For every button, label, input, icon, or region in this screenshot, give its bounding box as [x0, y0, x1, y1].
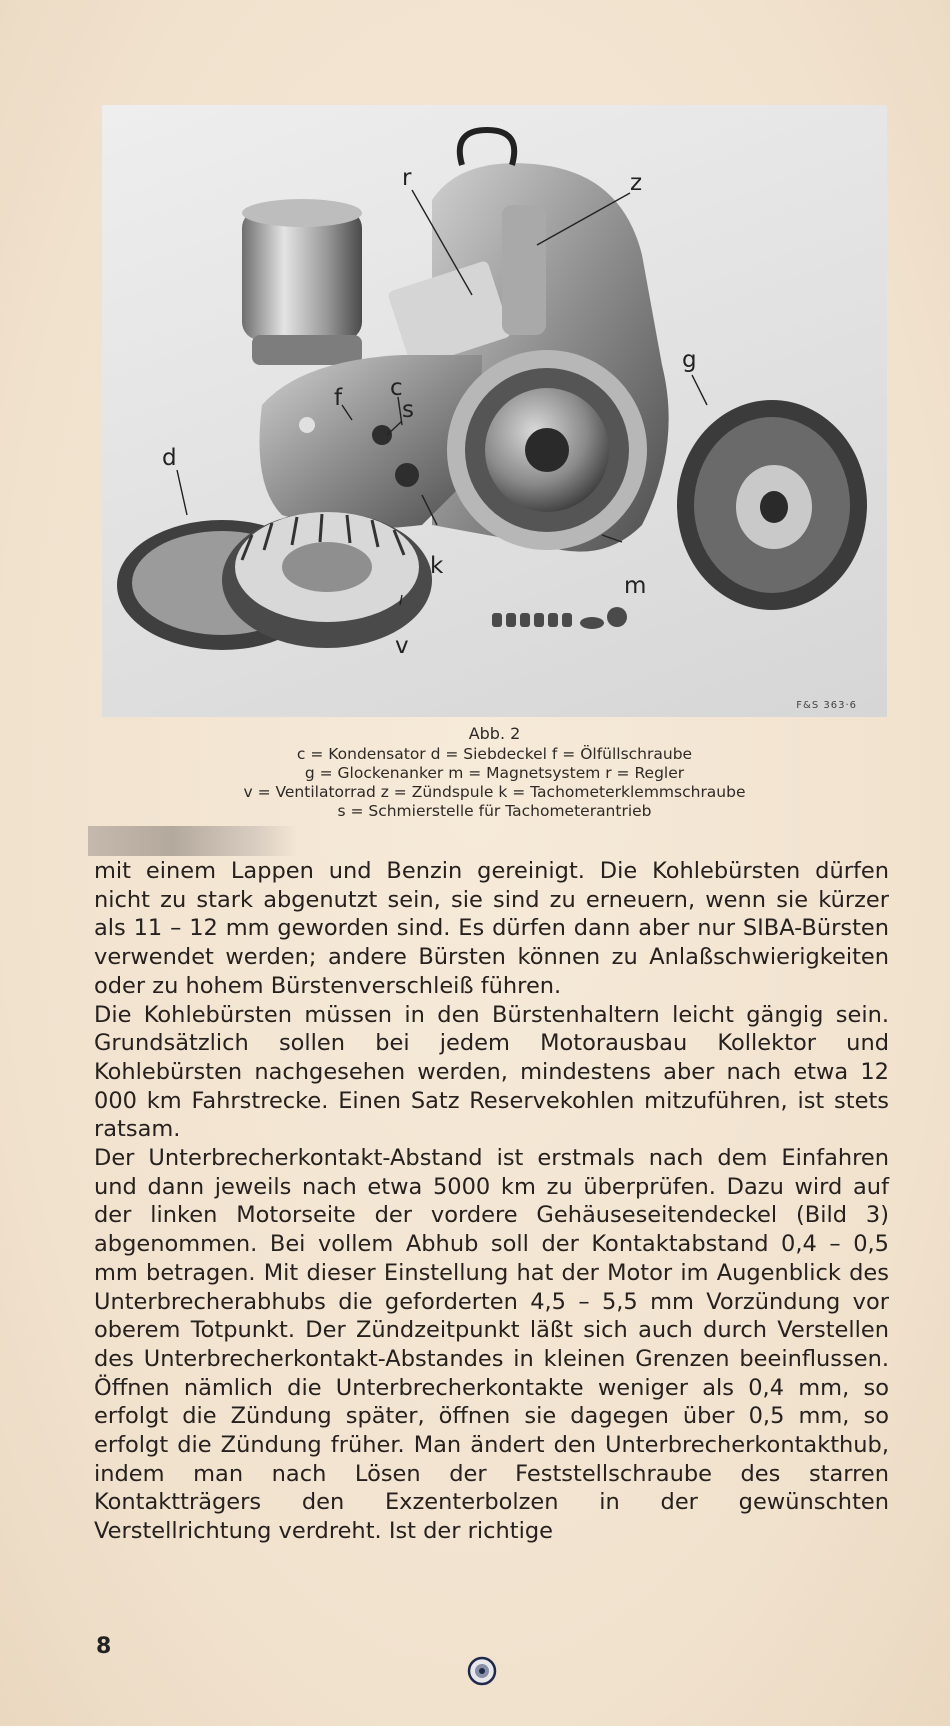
illegible-fragment [88, 826, 298, 856]
ignition-cable [460, 130, 514, 165]
legend-line: s = Schmierstelle für Tachometerantrieb [337, 802, 652, 820]
ignition-coil [502, 205, 546, 335]
photo-reference-code: F&S 363·6 [796, 700, 857, 711]
paragraph: Der Unterbrecherkontakt-Abstand ist erstmals nach dem Einfahren und dann jeweils nach etwa 5000 km zu überprüfen. Dazu wird auf der linken Motorseite der vordere Gehäuseseitendeckel (Bild 3) abgenommen. Bei vollem Abhub soll der Kontaktabstand 0,4 – 0,5 mm betragen. Mit dieser Einstellung hat der Motor im Augenblick des Unterbrecherabhubs die geforderten 4,5 – 5,5 mm Vorzündung vor oberem Totpunkt. Der Zündzeitpunkt läßt sich auch durch Verstellen des Unterbrecherkontakt-Abstandes in kleinen Grenzen beeinflussen. Öffnen nämlich die Unterbrecherkontakte weniger als 0,4 mm, so erfolgt die Zündung später, öffnen sie dagegen über 0,5 mm, so erfolgt die Zündung früher. Man ändert den Unterbrecherkontakthub, indem man nach Lösen der Feststellschraube des starren Kontaktträgers den Exzenterbolzen in der gewünschten Verstellrichtung verdreht. Ist der richtige [94, 1145, 889, 1545]
label-d: d [162, 445, 177, 471]
engine-photo [102, 105, 887, 717]
small-parts-row [492, 607, 627, 629]
body-text [94, 857, 889, 1546]
figure-caption [102, 724, 887, 821]
label-z: z [630, 170, 643, 196]
paragraph: Die Kohlebürsten müssen in den Bürstenhaltern leicht gängig sein. Grundsätzlich sollen bei jedem Motorausbau Kollektor und Kohlebürsten nachgesehen werden, mindestens aber nach etwa 12 000 km Fahrstrecke. Einen Satz Reservekohlen mitzuführen, ist stets ratsam. [94, 1001, 889, 1143]
caption-title: Abb. 2 [468, 724, 521, 743]
label-c: c [390, 375, 403, 401]
label-v: v [395, 633, 409, 659]
legend-line: c = Kondensator d = Siebdeckel f = Ölfüllschraube [296, 745, 693, 763]
label-g: g [682, 347, 697, 373]
page-number: 8 [96, 1634, 112, 1659]
engine-illustration [102, 105, 887, 717]
paragraph: mit einem Lappen und Benzin gereinigt. Die Kohlebürsten dürfen nicht zu stark abgenutzt sein, sie sind zu erneuern, wenn sie kürzer als 11 – 12 mm geworden sind. Es dürfen dann aber nur SIBA-Bürsten verwendet werden; andere Bürsten können zu Anlaßschwierigkeiten oder zu hohem Bürstenverschleiß führen. [94, 858, 889, 999]
publisher-logo-icon [467, 1656, 497, 1686]
legend-line: v = Ventilatorrad z = Zündspule k = Tachometerklemmschraube [243, 783, 746, 801]
legend-line: g = Glockenanker m = Magnetsystem r = Regler [304, 764, 685, 782]
label-k: k [430, 553, 444, 579]
label-s: s [402, 397, 414, 423]
cylinder-drum [242, 210, 362, 340]
label-r: r [402, 165, 412, 191]
label-m: m [624, 573, 647, 599]
label-f: f [334, 385, 343, 411]
